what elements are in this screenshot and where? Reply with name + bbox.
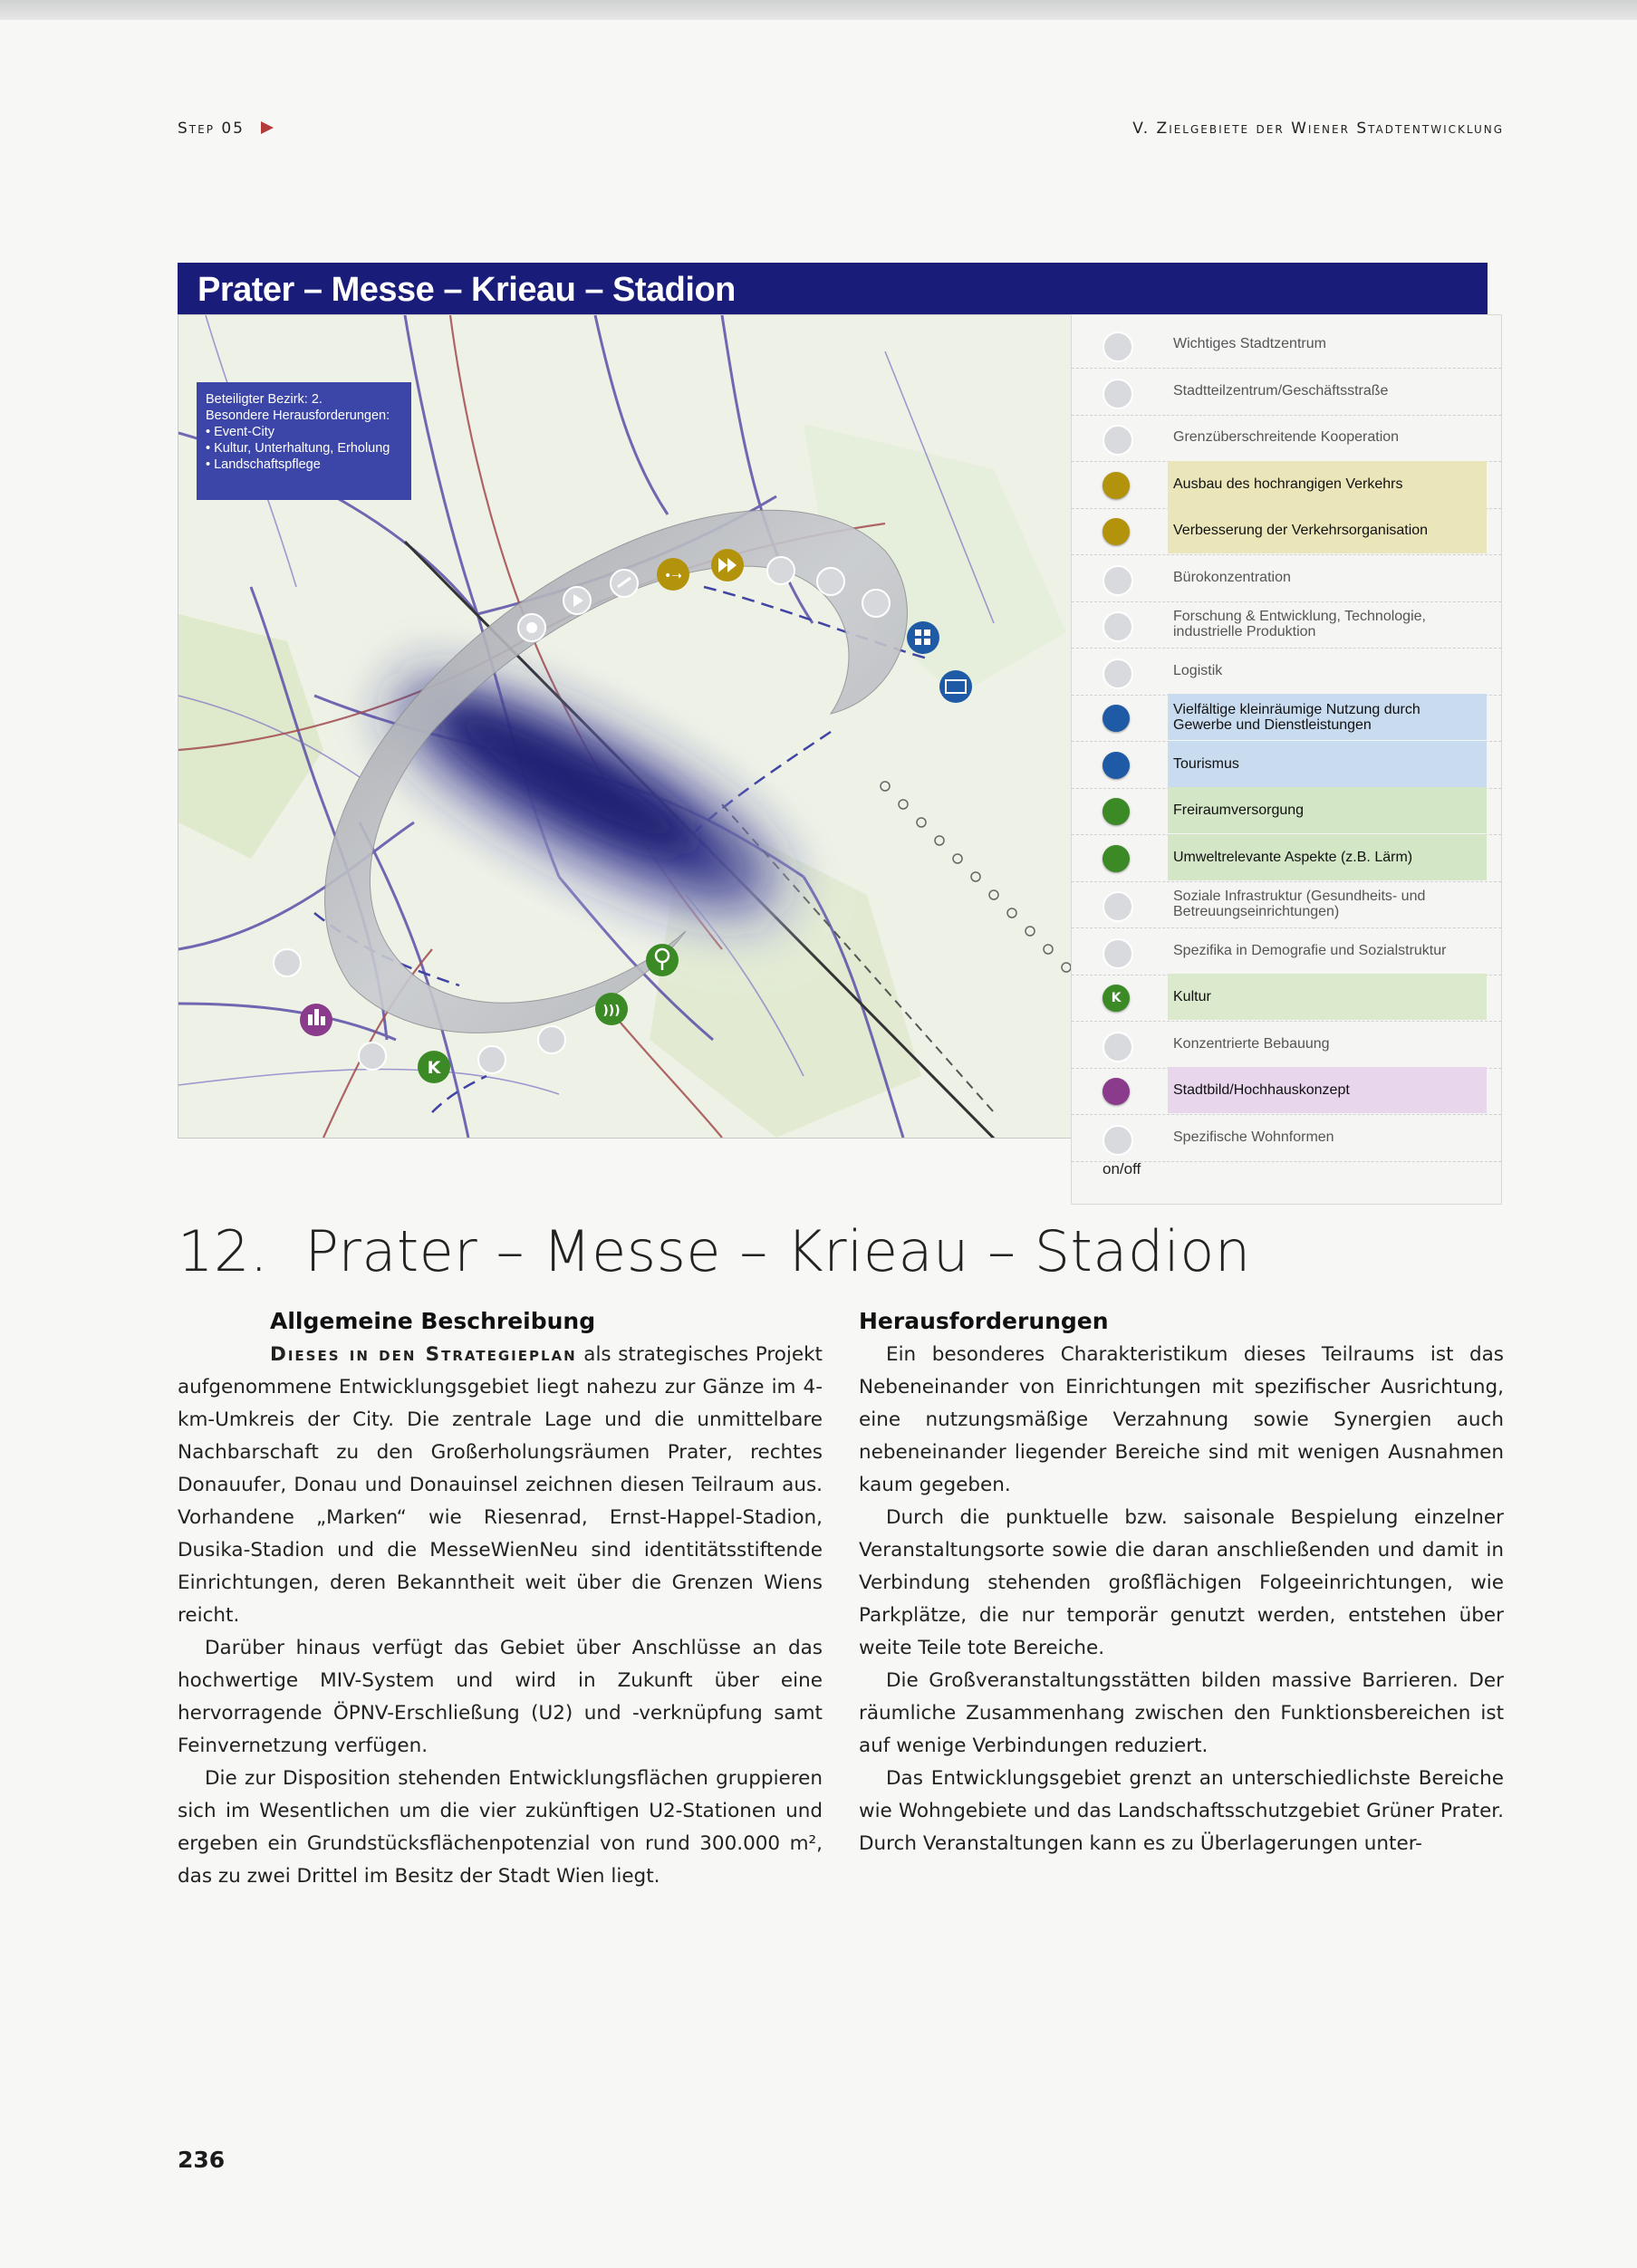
legend-label: Ausbau des hochrangigen Verkehrs	[1173, 476, 1403, 492]
map-panel	[178, 314, 1076, 1139]
legend-label: Stadtbild/Hochhauskonzept	[1173, 1082, 1350, 1098]
culture-k-icon[interactable]	[1103, 985, 1130, 1012]
map-figure	[178, 263, 1488, 1205]
skyline-icon	[300, 1004, 332, 1036]
icon-glyph	[1104, 1033, 1131, 1061]
left-column	[178, 1304, 823, 1893]
sound-waves-icon[interactable]	[1103, 845, 1130, 872]
housing-icon	[274, 949, 301, 976]
legend-item[interactable]	[1072, 741, 1501, 789]
fast-forward-icon[interactable]	[1103, 518, 1130, 545]
mixed-use-grid-icon	[907, 621, 939, 654]
running-head-right: V. Zielgebiete der Wiener Stadtentwicklung	[1132, 120, 1504, 138]
challenge-item: • Event-City	[206, 425, 274, 439]
research-flask-icon[interactable]	[1103, 611, 1133, 642]
legend-item[interactable]	[1072, 927, 1501, 975]
section-heading	[178, 1218, 1251, 1284]
challenge-item: • Landschaftspflege	[206, 457, 321, 472]
icon-glyph	[1103, 1078, 1130, 1105]
legend-item[interactable]	[1072, 414, 1501, 462]
icon-glyph	[1104, 893, 1131, 920]
legend-label: Tourismus	[1173, 755, 1239, 772]
icon-glyph: K	[1111, 991, 1122, 1005]
triangle-marker-icon	[261, 121, 274, 134]
legend-label: Kultur	[1173, 989, 1211, 1004]
icon-glyph	[1103, 798, 1130, 825]
scan-edge	[0, 0, 1637, 20]
icon-glyph	[1104, 613, 1131, 640]
icon-glyph	[1104, 567, 1131, 594]
legend-label: Logistik	[1173, 662, 1223, 678]
description-heading: Allgemeine Beschreibung	[270, 1308, 596, 1334]
icon-glyph	[1103, 705, 1130, 732]
legend-item[interactable]	[1072, 507, 1501, 555]
legend-item[interactable]	[1072, 1021, 1501, 1069]
legend-item[interactable]	[1072, 554, 1501, 602]
paragraph: Ein besonderes Charakteristikum dieses Teilraums ist das Nebeneinander von Einrichtungen mit spezifischer Ausrichtung, eine nutzungsmäßige Verzahnung sowie Synergien auch nebeneinander liegender Bereiche sind mit wenigen Ausnahmen kaum gegeben.	[859, 1343, 1504, 1496]
icon-glyph	[1104, 333, 1131, 360]
legend-label: Bürokonzentration	[1173, 569, 1291, 585]
district-info-box	[197, 382, 411, 500]
social-infrastructure-icon	[538, 1026, 565, 1053]
running-head-left: Step 05	[178, 120, 274, 138]
icon-glyph	[1104, 660, 1131, 687]
legend-item[interactable]	[1072, 321, 1501, 369]
legend-item[interactable]	[1072, 1067, 1501, 1115]
icon-glyph	[1103, 472, 1130, 499]
right-column	[859, 1304, 1504, 1860]
camera-icon[interactable]	[1103, 752, 1130, 779]
paragraph: Die Großveranstaltungsstätten bilden massive Barrieren. Der räumliche Zusammenhang zwischen den Funktionsbereichen ist auf wenige Verbindungen reduziert.	[859, 1669, 1504, 1757]
legend-item[interactable]	[1072, 368, 1501, 416]
icon-glyph	[1104, 427, 1131, 454]
social-infrastructure-icon[interactable]	[1103, 891, 1133, 922]
demography-icon	[478, 1046, 506, 1073]
figure-title-bar	[178, 263, 1488, 314]
legend-item[interactable]	[1072, 787, 1501, 835]
play-circle-icon[interactable]	[1103, 379, 1133, 409]
svg-text:))): )))	[602, 1004, 621, 1018]
paragraph: Darüber hinaus verfügt das Gebiet über Anschlüsse an das hochwertige MIV-System und wird in Zukunft über eine hervorragende ÖPNV-Erschließung (U2) und -verknüpfung samt Feinvernetzung verfügen.	[178, 1637, 823, 1757]
research-flask-icon	[817, 568, 844, 595]
culture-k-icon	[418, 1051, 450, 1083]
legend-label: Spezifika in Demografie und Sozialstruktur	[1173, 942, 1447, 958]
legend-panel	[1071, 314, 1502, 1205]
section-title: Prater – Messe – Krieau – Stadion	[304, 1218, 1251, 1284]
legend-label: Freiraumversorgung	[1173, 802, 1305, 818]
sound-waves-icon	[595, 993, 628, 1025]
legend-item[interactable]	[1072, 648, 1501, 696]
camera-icon	[939, 670, 972, 703]
legend-item[interactable]	[1072, 694, 1501, 742]
paragraph: Das Entwicklungsgebiet grenzt an unterschiedlichste Bereiche wie Wohngebiete und das Landschaftsschutzgebiet Grüner Prater. Durch Veranstaltungen kann es zu Überlagerungen unter-	[859, 1767, 1504, 1855]
icon-glyph	[1104, 1127, 1131, 1154]
legend-item[interactable]	[1072, 974, 1501, 1022]
play-circle-icon	[563, 587, 591, 614]
section-number: 12.	[178, 1218, 269, 1284]
skyline-icon[interactable]	[1103, 1078, 1130, 1105]
svg-text:•➝: •➝	[664, 569, 682, 583]
challenge-item: • Kultur, Unterhaltung, Erholung	[206, 441, 390, 456]
page-number: 236	[178, 2147, 226, 2173]
legend-label: Spezifische Wohnformen	[1173, 1129, 1334, 1145]
logistics-icon	[862, 590, 890, 617]
legend-label: Konzentrierte Bebauung	[1173, 1035, 1330, 1052]
tree-icon[interactable]	[1103, 798, 1130, 825]
icon-glyph	[1104, 940, 1131, 967]
dot-circle-icon[interactable]	[1103, 332, 1133, 362]
legend-item[interactable]	[1072, 461, 1501, 509]
paragraph: Die zur Disposition stehenden Entwicklungsflächen gruppieren sich im Wesentlichen um die vier zukünftigen U2-Stationen und ergeben ein Grundstücksflächenpotenzial von rund 300.000 m², das zu zwei Drittel im Besitz der Stadt Wien liegt.	[178, 1767, 823, 1888]
demography-icon[interactable]	[1103, 938, 1133, 969]
dot-circle-icon	[518, 614, 545, 641]
icon-glyph	[1103, 518, 1130, 545]
lead-in: Dieses in den Strategieplan	[270, 1343, 577, 1366]
legend-item[interactable]	[1072, 1114, 1501, 1162]
legend-label: Wichtiges Stadtzentrum	[1173, 336, 1326, 351]
legend-label: Forschung & Entwicklung, Technologie, industrielle Produktion	[1173, 608, 1426, 639]
legend-item[interactable]	[1072, 880, 1501, 928]
dense-building-icon	[359, 1043, 386, 1070]
legend-label: Vielfältige kleinräumige Nutzung durch Gewerbe und Dienstleistungen	[1173, 701, 1420, 733]
icon-glyph	[1104, 380, 1131, 408]
arrows-circle-icon	[611, 570, 638, 597]
district-line: Beteiligter Bezirk: 2.	[206, 392, 323, 407]
dense-building-icon[interactable]	[1103, 1032, 1133, 1062]
arrows-circle-icon[interactable]	[1103, 425, 1133, 456]
on-off-toggle[interactable]: on/off	[1103, 1160, 1141, 1177]
challenges-heading: Besondere Herausforderungen:	[206, 408, 390, 423]
logistics-icon[interactable]	[1103, 658, 1133, 689]
legend-label: Stadtteilzentrum/Geschäftsstraße	[1173, 382, 1389, 399]
paragraph: Dieses in den Strategieplan als strategisches Projekt aufgenommene Entwicklungsgebiet liegt nahezu zur Gänze im 4-km-Umkreis der City. Die zentrale Lage und die unmittelbare Nachbarschaft zu den Großerholungsräumen Prater, rechtes Donauufer, Donau und Donauinsel zeichnen diesen Teilraum aus. Vorhandene „Marken“ wie Riesenrad, Ernst-Happel-Stadion, Dusika-Stadion und die MesseWienNeu sind identitätsstiftende Einrichtungen, deren Bekanntheit weit über die Grenzen Wiens reicht.	[178, 1343, 823, 1627]
office-icon	[767, 557, 794, 584]
tree-icon	[646, 944, 679, 976]
legend-label: Soziale Infrastruktur (Gesundheits- und Betreuungseinrichtungen)	[1173, 888, 1426, 919]
office-icon[interactable]	[1103, 565, 1133, 596]
paragraph: Durch die punktuelle bzw. saisonale Bespielung einzelner Veranstaltungsorte sowie die daran anschließenden und damit in Verbindung stehenden großflächigen Folgeeinrichtungen, wie Parkplätze, die nur temporär genutzt werden, entstehen über weite Teile tote Bereiche.	[859, 1506, 1504, 1659]
legend-label: Grenzüberschreitende Kooperation	[1173, 429, 1400, 445]
housing-icon[interactable]	[1103, 1125, 1133, 1156]
icon-glyph	[1103, 845, 1130, 872]
mixed-use-grid-icon[interactable]	[1103, 705, 1130, 732]
legend-label: Umweltrelevante Aspekte (z.B. Lärm)	[1173, 849, 1413, 865]
legend-label: Verbesserung der Verkehrsorganisation	[1173, 523, 1429, 538]
legend-item[interactable]	[1072, 601, 1501, 649]
icon-glyph	[1103, 752, 1130, 779]
figure-title: Prater – Messe – Krieau – Stadion	[197, 271, 736, 309]
svg-text:K: K	[427, 1058, 441, 1078]
fast-forward-icon	[711, 549, 744, 581]
transport-icon	[657, 558, 689, 591]
transport-icon[interactable]	[1103, 472, 1130, 499]
legend-item[interactable]	[1072, 834, 1501, 882]
challenges-heading: Herausforderungen	[859, 1308, 1109, 1334]
